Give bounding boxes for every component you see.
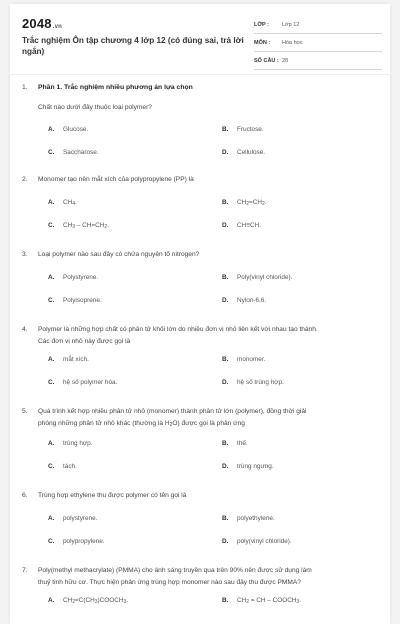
question-text: Chất nào dưới đây thuộc loại polymer? bbox=[38, 104, 152, 111]
option-a[interactable]: A. $CH_2=C(CH_3)COOCH_3$. bbox=[48, 597, 128, 605]
question-number: 5. bbox=[22, 408, 28, 415]
question-text: Polymer là những hợp chất có phân tử khối lớn do nhiều đơn vị nhỏ liên kết với nhau tạo thành. Các đơn vị nhỏ này được gọi là bbox=[38, 326, 318, 345]
option-a[interactable]: A. Glucose. bbox=[48, 126, 89, 133]
question-number: 2. bbox=[22, 176, 28, 183]
document-header bbox=[10, 4, 390, 70]
question-text: Loại polymer nào sau đây có chứa nguyên tố nitrogen? bbox=[38, 251, 200, 258]
meta-subject: MÔN : Hóa học bbox=[254, 34, 382, 52]
page-title: Trắc nghiệm Ôn tập chương 4 lớp 12 (có đúng sai, trả lời ngắn) bbox=[22, 36, 244, 56]
option-d[interactable]: D. trùng ngưng. bbox=[222, 463, 274, 470]
site-logo[interactable]: 2048.vn bbox=[22, 16, 63, 31]
question-number: 3. bbox=[22, 251, 28, 258]
option-b[interactable]: B. Fructose. bbox=[222, 126, 264, 133]
option-d[interactable]: D. Nylon-6,6. bbox=[222, 297, 267, 304]
question-text: Quá trình kết hợp nhiều phân tử nhỏ (monomer) thành phân tử lớn (polymer), đồng thời giải phóng những phân tử nhỏ khác (thường là $H_2O$) được gọi là phản ứng bbox=[38, 408, 307, 428]
option-a[interactable]: A. $CH_4$. bbox=[48, 199, 77, 207]
document-page bbox=[10, 4, 390, 624]
question-number: 6. bbox=[22, 492, 28, 499]
option-a[interactable]: A. mắt xích. bbox=[48, 356, 89, 363]
section-title: Phần 1. Trắc nghiệm nhiều phương án lựa chọn bbox=[38, 84, 193, 91]
option-c[interactable]: C. hệ số polymer hóa. bbox=[48, 379, 118, 386]
question-number: 4. bbox=[22, 326, 28, 333]
question-number: 7. bbox=[22, 567, 28, 574]
option-a[interactable]: A. polystyrene. bbox=[48, 515, 98, 522]
option-d[interactable]: D. hệ số trùng hợp. bbox=[222, 379, 284, 386]
section-number: 1. bbox=[22, 84, 28, 91]
option-b[interactable]: B. $CH_2$ = CH – $COOCH_3$. bbox=[222, 597, 301, 605]
meta-info bbox=[254, 16, 382, 70]
option-a[interactable]: A. trùng hợp. bbox=[48, 440, 93, 447]
option-d[interactable]: D. Cellulose. bbox=[222, 149, 266, 156]
option-b[interactable]: B. Poly(vinyl chloride). bbox=[222, 274, 293, 281]
option-b[interactable]: B. monomer. bbox=[222, 356, 266, 363]
meta-question-count: SỐ CÂU : 28 bbox=[254, 52, 382, 70]
option-d[interactable]: D. poly(vinyl chloride). bbox=[222, 538, 292, 545]
meta-class: LỚP : Lớp 12 bbox=[254, 16, 382, 34]
option-c[interactable]: C. polypropylene. bbox=[48, 538, 105, 545]
option-b[interactable]: B. $CH_2=CH_2$. bbox=[222, 199, 267, 207]
option-c[interactable]: C. $CH_3 - CH=CH_2$. bbox=[48, 222, 109, 230]
question-text: Monomer tạo nên mắt xích của polypropylene (PP) là bbox=[38, 176, 194, 183]
header-divider bbox=[10, 74, 390, 75]
option-a[interactable]: A. Polystyrene. bbox=[48, 274, 99, 281]
option-c[interactable]: C. Polyisoprene. bbox=[48, 297, 102, 304]
option-c[interactable]: C. Saccharose. bbox=[48, 149, 99, 156]
option-c[interactable]: C. tách. bbox=[48, 463, 77, 470]
option-b[interactable]: B. thế. bbox=[222, 440, 248, 447]
question-text: Poly(methyl methacrylate) (PMMA) cho ánh sáng truyền qua trên 90% nên được sử dụng làm thuỷ tinh hữu cơ. Thực hiện phản ứng trùng hợp monomer nào sau đây thu được PMMA? bbox=[38, 567, 312, 586]
option-d[interactable]: D. CH≡CH. bbox=[222, 222, 261, 229]
option-b[interactable]: B. polyethylene. bbox=[222, 515, 275, 522]
question-text: Trùng hợp ethylene thu được polymer có tên gọi là bbox=[38, 492, 187, 499]
